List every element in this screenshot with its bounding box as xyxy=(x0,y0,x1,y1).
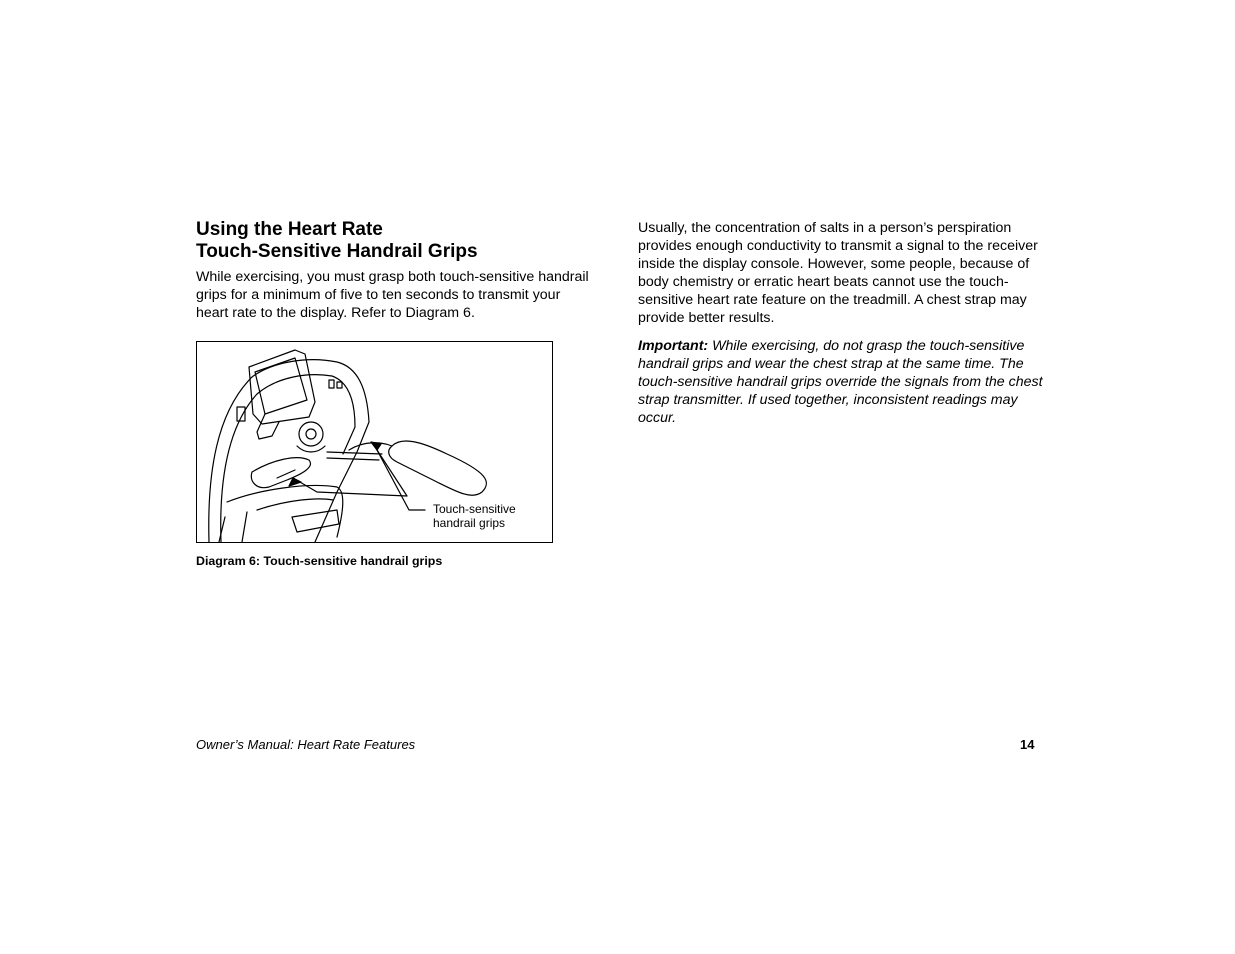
diagram-figure xyxy=(196,341,553,543)
page-number: 14 xyxy=(1020,737,1035,752)
section-heading xyxy=(196,219,596,263)
keypad-icon xyxy=(299,422,323,446)
right-handrail-grip xyxy=(389,441,487,495)
callout-label-line-1: Touch-sensitive xyxy=(433,502,516,516)
section-heading-line-2: Touch-Sensitive Handrail Grips xyxy=(196,241,478,262)
intro-paragraph: While exercising, you must grasp both touch-sensitive handrail grips for a minimum of five to ten seconds to transmit your heart rate to the display. Refer to Diagram 6. xyxy=(196,269,589,321)
figure-caption: Diagram 6: Touch-sensitive handrail grips xyxy=(196,554,443,568)
conductivity-paragraph: Usually, the concentration of salts in a person’s perspiration provides enough conductivity to transmit a signal to the receiver inside the display console. However, some people, because of body chemistry or erratic heart beats cannot use the touch-sensitive heart rate feature on the treadmill. A chest strap may provide better results. xyxy=(638,220,1038,326)
section-heading-line-1: Using the Heart Rate xyxy=(196,219,383,240)
important-label: Important: xyxy=(638,338,709,354)
footer-manual-title: Owner’s Manual: Heart Rate Features xyxy=(196,737,416,752)
callout-leader-line xyxy=(377,450,425,510)
important-note xyxy=(638,337,1043,427)
important-text: While exercising, do not grasp the touch-sensitive handrail grips and wear the chest strap at the same time. The touch-sensitive handrail grips override the signals from the chest strap transmitter. If used together, inconsistent readings may occur. xyxy=(638,338,1043,426)
callout-label-line-2: handrail grips xyxy=(433,516,506,530)
callout-label xyxy=(433,502,516,530)
